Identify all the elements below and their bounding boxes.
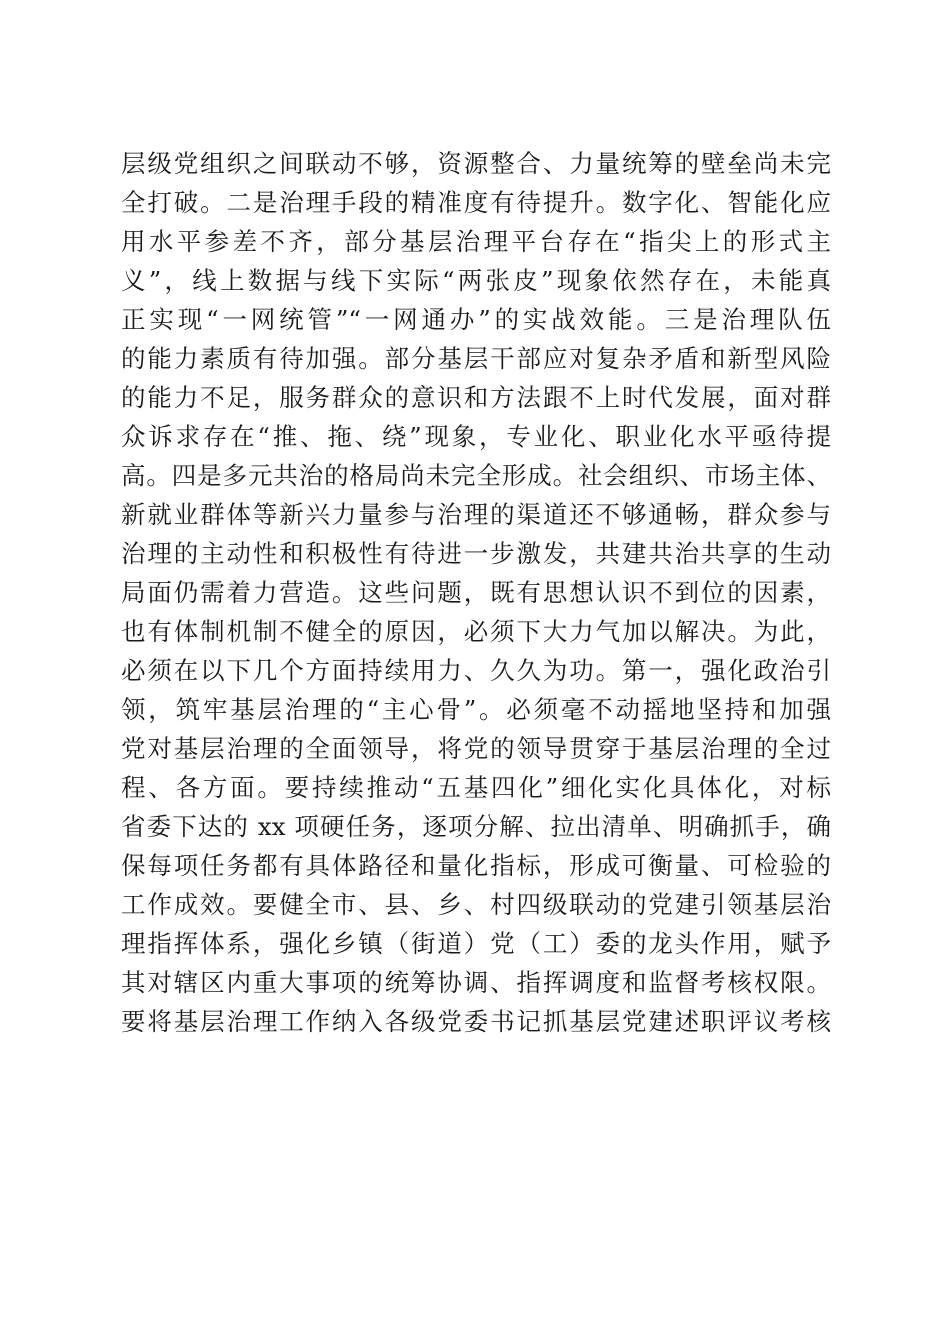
text-line-18: 省委下达的 xx 项硬任务，逐项分解、拉出清单、明确抓手，确 <box>121 812 831 841</box>
text-line-5: 正实现“一网统管”“一网通办”的实战效能。三是治理队伍 <box>121 305 831 334</box>
text-line-1: 层级党组织之间联动不够，资源整合、力量统筹的壁垒尚未完 <box>121 149 831 178</box>
text-line-8: 众诉求存在“推、拖、绕”现象，专业化、职业化水平亟待提 <box>121 422 831 451</box>
text-line-4: 义”，线上数据与线下实际“两张皮”现象依然存在，未能真 <box>121 266 831 295</box>
text-line-23: 要将基层治理工作纳入各级党委书记抓基层党建述职评议考核 <box>121 1007 831 1036</box>
text-line-19: 保每项任务都有具体路径和量化指标，形成可衡量、可检验的 <box>121 851 831 880</box>
text-line-2: 全打破。二是治理手段的精准度有待提升。数字化、智能化应 <box>121 188 831 217</box>
text-line-11: 治理的主动性和积极性有待进一步激发，共建共治共享的生动 <box>121 539 831 568</box>
text-line-13: 也有体制机制不健全的原因，必须下大力气加以解决。为此， <box>121 617 831 646</box>
text-line-3: 用水平参差不齐，部分基层治理平台存在“指尖上的形式主 <box>121 227 831 256</box>
text-line-16: 党对基层治理的全面领导，将党的领导贯穿于基层治理的全过 <box>121 734 831 763</box>
text-line-15: 领，筑牢基层治理的“主心骨”。必须毫不动摇地坚持和加强 <box>121 695 831 724</box>
text-line-22: 其对辖区内重大事项的统筹协调、指挥调度和监督考核权限。 <box>121 968 831 997</box>
text-line-21: 理指挥体系，强化乡镇（街道）党（工）委的龙头作用，赋予 <box>121 929 831 958</box>
text-line-6: 的能力素质有待加强。部分基层干部应对复杂矛盾和新型风险 <box>121 344 831 373</box>
text-line-9: 高。四是多元共治的格局尚未完全形成。社会组织、市场主体、 <box>121 461 831 490</box>
text-line-14: 必须在以下几个方面持续用力、久久为功。第一，强化政治引 <box>121 656 831 685</box>
text-line-17: 程、各方面。要持续推动“五基四化”细化实化具体化，对标 <box>121 773 831 802</box>
text-line-10: 新就业群体等新兴力量参与治理的渠道还不够通畅，群众参与 <box>121 500 831 529</box>
text-line-7: 的能力不足，服务群众的意识和方法跟不上时代发展，面对群 <box>121 383 831 412</box>
text-line-12: 局面仍需着力营造。这些问题，既有思想认识不到位的因素， <box>121 578 831 607</box>
text-line-20: 工作成效。要健全市、县、乡、村四级联动的党建引领基层治 <box>121 890 831 919</box>
